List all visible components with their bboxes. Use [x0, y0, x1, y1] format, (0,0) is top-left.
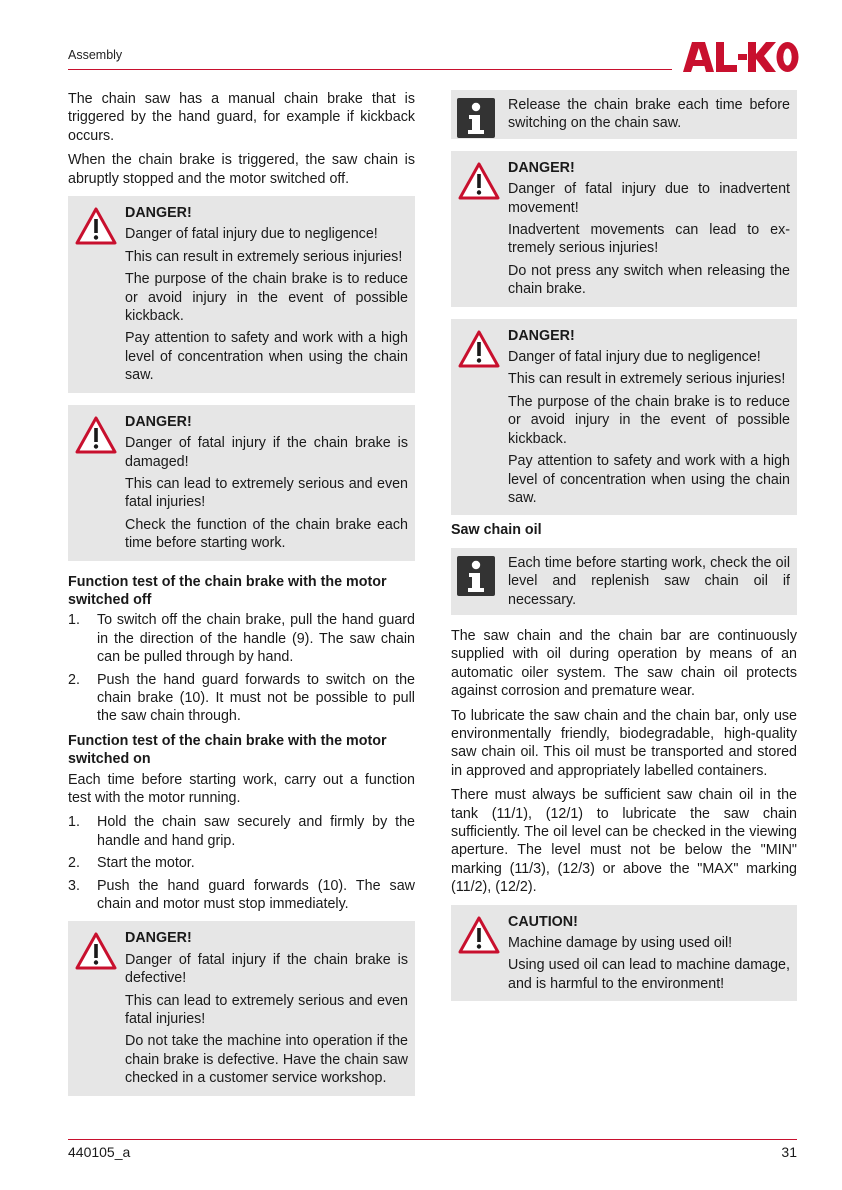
- header-section-label: Assembly: [68, 48, 123, 62]
- section-heading: Function test of the chain brake with the motor switched on: [68, 732, 387, 768]
- oil-paragraph: There must always be sufficient saw chain oil in the tank (11/1), (12/1) to lubricate the saw chain sufficiently. The oil level can be checked in the viewing aperture. The level must not be below the "MIN" marking (11/3), (12/3) or above the "MAX" marking (11/2), (12/2).: [451, 787, 797, 896]
- caution-line: Using used oil can lead to machine damage, and is harmful to the environment!: [508, 957, 790, 992]
- info-text: Release the chain brake each time before switching on the chain saw.: [508, 97, 790, 132]
- section-intro: Each time before starting work, carry out a function test with the motor running.: [68, 771, 415, 806]
- info-box: [451, 90, 797, 139]
- brand-logo: [683, 42, 799, 72]
- document-code: 440105_a: [68, 1144, 131, 1160]
- danger-line: Danger of fatal injury due to negligence!: [125, 226, 378, 243]
- danger-box: [451, 319, 797, 516]
- intro-paragraph: The chain saw has a manual chain brake that is triggered by the hand guard, for example if kickback occurs.: [68, 91, 415, 144]
- info-text: Each time before starting work, check the oil level and replenish saw chain oil if necessary.: [508, 554, 790, 608]
- steps-list: [68, 611, 415, 725]
- oil-paragraph: To lubricate the saw chain and the chain bar, only use environmentally friendly, biodegradable, high-quality saw chain oil. This oil must be transported and stored in approved and appropriately labelled containers.: [451, 707, 797, 779]
- danger-line: Pay attention to safety and work with a high level of concentration when using the chain saw.: [125, 330, 408, 384]
- danger-line: Check the function of the chain brake each time before starting work.: [125, 516, 408, 552]
- danger-line: Danger of fatal injury if the chain brake is damaged!: [125, 435, 408, 470]
- step-text: Start the motor.: [97, 855, 195, 872]
- danger-line: Pay attention to safety and work with a high level of concentration when using the chain saw.: [508, 453, 790, 506]
- danger-line: This can lead to extremely serious and even fatal injuries!: [125, 475, 408, 511]
- danger-line: This can result in extremely serious injuries!: [125, 248, 403, 265]
- danger-title: DANGER!: [125, 205, 192, 222]
- danger-line: Danger of fatal injury due to negligence!: [508, 349, 761, 366]
- danger-line: Danger of fatal injury if the chain brake is defective!: [125, 951, 408, 987]
- oil-paragraph: The saw chain and the chain bar are continuously supplied with oil during operation by means of an automatic oiler system. The saw chain oil protects against corrosion and premature wear.: [451, 627, 797, 700]
- list-item: [68, 854, 415, 872]
- steps-list: [68, 813, 415, 913]
- warning-triangle-icon: [75, 415, 117, 455]
- list-item: [68, 877, 415, 914]
- step-text: Push the hand guard forwards (10). The saw chain and motor must stop immediately.: [97, 877, 415, 913]
- danger-title: DANGER!: [508, 159, 575, 176]
- left-column: [68, 90, 415, 1108]
- warning-triangle-icon: [458, 915, 500, 955]
- header-rule: [68, 69, 672, 70]
- danger-line: Inadvertent movements can lead to extremely serious injuries!: [508, 222, 790, 257]
- step-text: To switch off the chain brake, pull the hand guard in the direction of the handle (9). The saw chain can be pulled through by hand.: [97, 612, 415, 666]
- danger-line: The purpose of the chain brake is to reduce or avoid injury in the event of possible kickback.: [508, 393, 790, 447]
- step-text: Hold the chain saw securely and firmly by the handle and hand grip.: [97, 814, 415, 849]
- caution-line: Machine damage by using used oil!: [508, 935, 733, 952]
- right-column: [451, 90, 797, 1013]
- danger-line: This can lead to extremely serious and even fatal injuries!: [125, 992, 408, 1028]
- info-box: [451, 548, 797, 615]
- step-text: Push the hand guard forwards to switch on the chain brake (10). It must not be possible to pull the saw chain through.: [97, 671, 415, 725]
- step-number: 3.: [68, 877, 80, 894]
- list-item: [68, 813, 415, 850]
- list-item: [68, 611, 415, 666]
- step-number: 1.: [68, 814, 80, 831]
- danger-box: [68, 921, 415, 1095]
- warning-triangle-icon: [75, 931, 117, 971]
- danger-box: [68, 196, 415, 393]
- danger-line: This can result in extremely serious injuries!: [508, 371, 786, 388]
- section-heading: Saw chain oil: [451, 522, 542, 539]
- danger-line: Do not take the machine into operation if the chain brake is defective. Have the chain saw checked in a customer service workshop.: [125, 1033, 408, 1087]
- step-number: 1.: [68, 612, 80, 629]
- danger-title: DANGER!: [125, 413, 192, 430]
- list-item: [68, 671, 415, 726]
- intro-paragraph: When the chain brake is triggered, the saw chain is abruptly stopped and the motor switched off.: [68, 152, 415, 187]
- danger-title: DANGER!: [508, 327, 575, 344]
- danger-box: [68, 405, 415, 561]
- danger-line: The purpose of the chain brake is to reduce or avoid injury in the event of possible kickback.: [125, 271, 408, 325]
- danger-box: [451, 151, 797, 307]
- step-number: 2.: [68, 671, 80, 688]
- warning-triangle-icon: [458, 329, 500, 369]
- warning-triangle-icon: [458, 161, 500, 201]
- info-icon: [457, 98, 495, 138]
- caution-title: CAUTION!: [508, 913, 578, 930]
- danger-title: DANGER!: [125, 930, 192, 947]
- footer-rule: [68, 1139, 797, 1140]
- danger-line: Danger of fatal injury due to inadvertent movement!: [508, 181, 790, 216]
- danger-line: Do not press any switch when releasing the chain brake.: [508, 262, 790, 298]
- info-icon: [457, 556, 495, 596]
- caution-box: [451, 905, 797, 1002]
- step-number: 2.: [68, 855, 80, 872]
- section-heading: Function test of the chain brake with the motor switched off: [68, 573, 387, 608]
- page-number: 31: [781, 1144, 797, 1160]
- warning-triangle-icon: [75, 206, 117, 246]
